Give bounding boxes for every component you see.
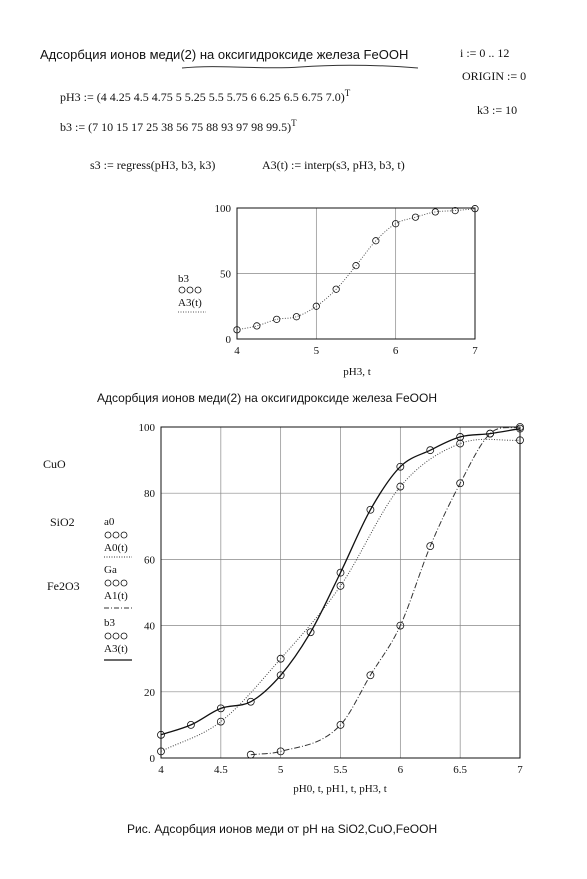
s3-regress-definition: s3 := regress(pH3, b3, k3) bbox=[90, 158, 216, 172]
chart2-y-tick-label: 60 bbox=[144, 554, 155, 567]
chart2-grid bbox=[161, 427, 520, 758]
chart1-x-tick-label: 4 bbox=[234, 345, 240, 357]
chart2-y-ticks bbox=[139, 422, 156, 765]
chart1-curves bbox=[237, 209, 475, 330]
chart1-y-tick-label: 50 bbox=[220, 268, 231, 281]
b3-vector-text: b3 := (7 10 15 17 25 38 56 75 88 93 97 98 99.5) bbox=[60, 120, 292, 134]
side-label-cuo: CuO bbox=[43, 457, 66, 471]
chart-small-feooh bbox=[160, 195, 500, 385]
chart2-x-tick-label: 4 bbox=[158, 764, 164, 776]
chart-large-comparison bbox=[0, 410, 587, 805]
chart1-y-tick-label: 100 bbox=[214, 203, 231, 215]
chart1-legend-symbol bbox=[179, 287, 201, 293]
chart1-x-tick-label: 6 bbox=[392, 345, 399, 357]
chart2-y-tick-label: 80 bbox=[144, 488, 155, 501]
chart2-y-tick-label: 100 bbox=[138, 422, 155, 434]
chart1-curve-b3 bbox=[237, 209, 475, 330]
range-i-definition: i := 0 .. 12 bbox=[460, 46, 510, 60]
chart2-legend-b3-line: A3(t) bbox=[104, 643, 128, 655]
chart2-x-tick-label: 6 bbox=[397, 764, 404, 776]
chart2-x-tick-label: 5.5 bbox=[333, 764, 348, 776]
chart1-y-ticks bbox=[215, 203, 232, 346]
chart1-legend-line-label: A3(t) bbox=[178, 297, 202, 309]
chart1-x-label: pH3, t bbox=[343, 366, 371, 378]
chart2-legend-a0-marker: a0 bbox=[104, 516, 115, 528]
chart1-point-b3 bbox=[273, 316, 279, 322]
chart1-point-b3 bbox=[254, 323, 260, 329]
chart2-title: Адсорбция ионов меди(2) на оксигидроксиде железа FeOOH bbox=[97, 391, 438, 405]
side-label-sio2: SiO2 bbox=[50, 515, 75, 529]
chart2-y-tick-label: 20 bbox=[144, 686, 155, 699]
figure-caption: Рис. Адсорбция ионов меди от pH на SiO2,CuO,FeOOH bbox=[127, 822, 438, 836]
chart1-point-b3 bbox=[293, 314, 299, 320]
chart2-legend-b3-marker: b3 bbox=[104, 617, 115, 629]
a3-interp-definition: A3(t) := interp(s3, pH3, b3, t) bbox=[262, 158, 405, 172]
chart2-legend-ga-line: A1(t) bbox=[104, 590, 128, 602]
chart1-legend-marker-label: b3 bbox=[178, 273, 189, 285]
b3-vector-definition bbox=[60, 118, 297, 135]
chart1-x-tick-label: 5 bbox=[313, 345, 320, 357]
chart1-x-ticks bbox=[234, 345, 478, 357]
chart2-x-ticks bbox=[158, 764, 523, 776]
origin-definition: ORIGIN := 0 bbox=[462, 69, 527, 83]
chart2-x-tick-label: 4.5 bbox=[213, 764, 228, 776]
chart2-x-tick-label: 5 bbox=[277, 764, 284, 776]
chart2-legend-a0-symbol bbox=[105, 532, 127, 538]
ph3-transpose: T bbox=[344, 88, 351, 98]
chart2-x-label: pH0, t, pH1, t, pH3, t bbox=[293, 783, 387, 795]
chart1-y-tick-label: 0 bbox=[225, 334, 231, 346]
chart2-legend-a0-line: A0(t) bbox=[104, 542, 128, 554]
chart2-x-tick-label: 6.5 bbox=[453, 764, 468, 776]
chart2-legend-ga-symbol bbox=[105, 580, 127, 586]
chart2-y-tick-label: 40 bbox=[144, 620, 155, 633]
ph3-vector-text: pH3 := (4 4.25 4.5 4.75 5 5.25 5.5 5.75 6 6.25 6.5 6.75 7.0) bbox=[60, 90, 345, 104]
side-label-fe2o3: Fe2O3 bbox=[47, 579, 80, 593]
document-title: Адсорбция ионов меди(2) на оксигидроксиде железа FeOOH bbox=[40, 47, 409, 62]
chart2-y-tick-label: 0 bbox=[149, 753, 155, 765]
chart2-legend-b3-symbol bbox=[105, 633, 127, 639]
chart1-x-tick-label: 7 bbox=[472, 345, 478, 357]
ph3-vector-definition bbox=[60, 88, 350, 105]
b3-transpose: T bbox=[291, 118, 297, 128]
chart2-legend bbox=[104, 516, 132, 660]
k3-definition: k3 := 10 bbox=[477, 103, 518, 117]
title-underline bbox=[180, 62, 420, 72]
chart2-legend-ga-marker: Ga bbox=[104, 564, 117, 576]
chart2-curve-Ga bbox=[251, 427, 520, 755]
chart1-grid bbox=[237, 208, 475, 339]
chart1-point-b3 bbox=[412, 214, 418, 220]
chart1-points bbox=[234, 205, 478, 333]
chart2-x-tick-label: 7 bbox=[517, 764, 523, 776]
